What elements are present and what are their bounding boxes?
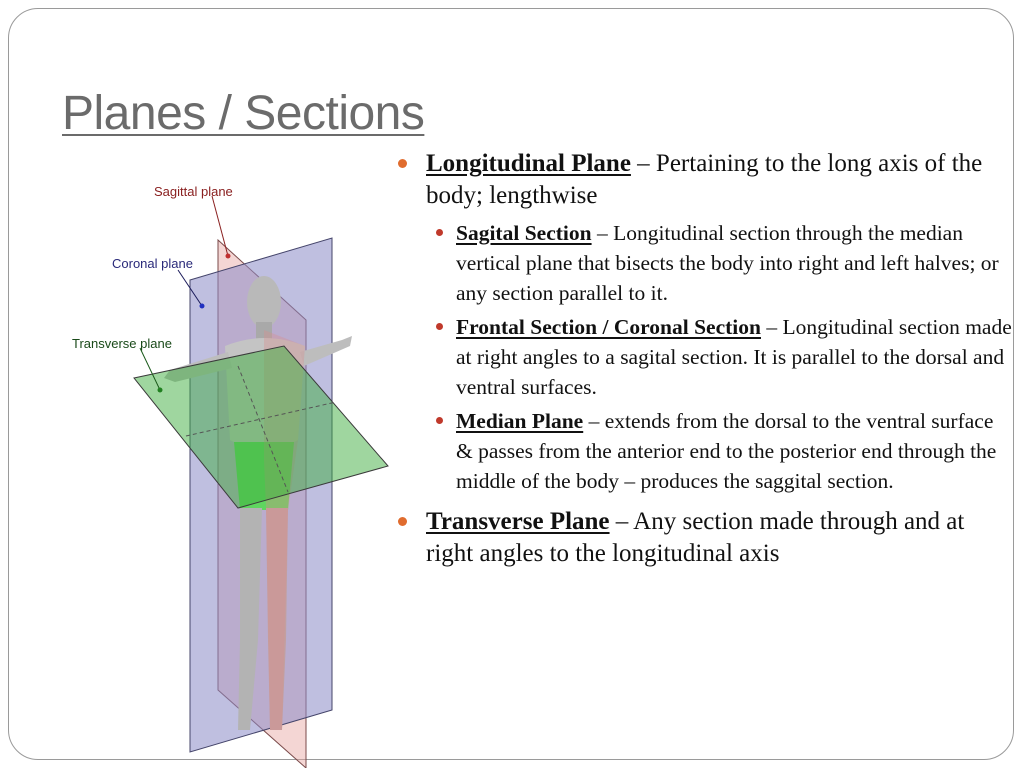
- sub-bullet-list: [396, 218, 1014, 496]
- sagittal-plane-label: Sagittal plane: [154, 184, 233, 199]
- anatomical-planes-figure: [60, 170, 400, 768]
- sub-bullet-term: Sagital Section: [456, 221, 592, 245]
- sub-bullet-description: – Longitudinal section made at right angles to a sagital section. It is parallel to the dorsal and ventral surfaces.: [456, 315, 1012, 399]
- sub-bullet-description: – Longitudinal section through the median vertical plane that bisects the body into right and left halves; or any section parallel to it.: [456, 221, 999, 305]
- sub-bullet-description: – extends from the dorsal to the ventral surface & passes from the anterior end to the posterior end through the middle of the body – produces the saggital section.: [456, 409, 997, 493]
- slide-title: Planes / Sections: [62, 87, 425, 140]
- sub-bullet-dot: [436, 229, 443, 236]
- anatomical-planes-illustration: [60, 170, 400, 768]
- sub-bullet-frontal-section: [396, 312, 1014, 402]
- sub-bullet-median-plane: [396, 406, 1014, 496]
- transverse-plane-label: Transverse plane: [72, 336, 172, 351]
- sub-bullet-sagital-section: [396, 218, 1014, 308]
- bullet-description: – Any section made through and at right angles to the longitudinal axis: [426, 508, 965, 567]
- bullet-list: [396, 148, 1014, 576]
- sub-bullet-dot: [436, 417, 443, 424]
- coronal-plane-label: Coronal plane: [112, 256, 193, 271]
- transverse-plane-shape: [134, 346, 388, 508]
- sub-bullet-dot: [436, 323, 443, 330]
- bullet-longitudinal-plane: [396, 148, 1014, 212]
- bullet-transverse-plane: [396, 506, 1014, 570]
- bullet-term: Transverse Plane: [426, 508, 610, 535]
- bullet-dot: [398, 517, 407, 526]
- sub-bullet-term: Median Plane: [456, 409, 584, 433]
- bullet-description: – Pertaining to the long axis of the body; lengthwise: [426, 150, 983, 209]
- bullet-dot: [398, 159, 407, 168]
- sub-bullet-term: Frontal Section / Coronal Section: [456, 315, 761, 339]
- bullet-term: Longitudinal Plane: [426, 150, 631, 177]
